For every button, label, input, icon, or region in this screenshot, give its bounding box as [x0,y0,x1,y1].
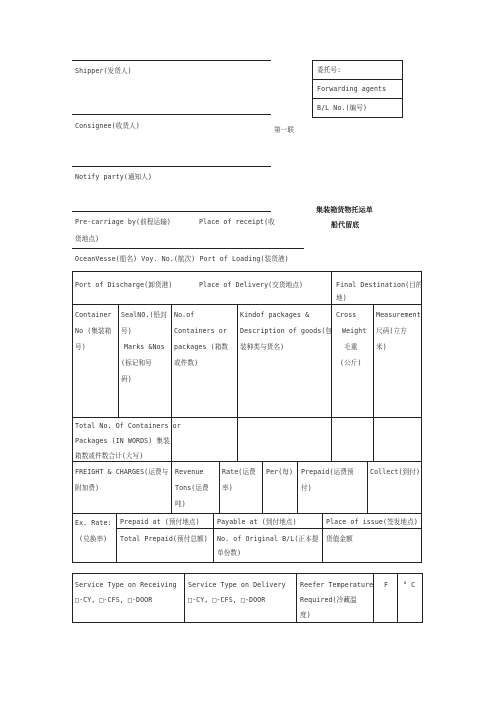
exchange-rate-label-2: (兑换率) [79,535,108,543]
service-divider-4 [397,573,398,623]
service-divider-2 [296,573,297,623]
consignee-top-rule [72,114,271,115]
freight-divider-5 [367,461,368,513]
service-receiving-label: Service Type on Receiving [75,581,177,589]
service-divider-1 [184,573,185,623]
row1-divider-a [331,271,332,304]
exchange-rate-label: Ex. Rate: [75,519,112,527]
table-rule-3 [72,417,422,418]
table-rule-5 [72,513,422,514]
freight-charges-label-2: 附加费) [75,484,100,492]
total-containers-label-3: 箱数或件数合计(大写) [75,452,144,460]
marks-header-3: 码) [121,375,132,383]
col-divider-container [118,304,119,417]
service-receiving-options: □-CY, □-CFS, □-DOOR [75,596,153,604]
place-of-receipt-label: Place of receipt(收 [199,218,275,226]
form-title: 集装箱货物托运单 [316,206,373,214]
total-prepaid-label: Total Prepaid(预付总额) [120,535,208,543]
table-rule-6 [72,562,422,563]
final-destination-label: Final Destination(目的 [336,281,423,289]
gross-weight-header-3: 毛重 [344,343,358,351]
packages-header-4: 或件数) [174,359,199,367]
copy-mark: 第一联 [274,126,295,134]
col-divider-kind [237,304,238,461]
col-divider-packages [171,304,172,461]
prepaid-label: Prepaid(运费预 [301,468,354,476]
service-delivery-label: Service Type on Delivery [188,581,286,589]
precarriage-label-cont: 货地点) [75,235,100,243]
rate-label-2: 率) [222,484,233,492]
exrate-divider-2 [213,513,214,562]
form-subtitle: 船代留底 [331,221,360,229]
agent-box-divider-1 [312,79,402,80]
freight-divider-2 [219,461,220,513]
consignor-number-label: 委托号: [317,66,342,74]
per-label: Per(每) [266,468,294,476]
container-no-header: Container [75,311,112,319]
revenue-tons-label: Revenue [175,468,204,476]
table-rule-2 [72,304,422,305]
container-no-header-2: No (集装箱 [75,327,112,335]
gross-weight-header: Cross [336,311,357,319]
forwarding-agents-label: Forwarding agents [317,85,387,93]
freight-divider-4 [297,461,298,513]
shipper-top-rule [72,60,271,61]
packages-header-3: packages (箱数 [174,343,229,351]
reefer-temperature-label-3: 度) [300,611,311,619]
table-right-edge [421,271,422,563]
prepaid-at-label: Prepaid at (预付地点) [120,518,200,526]
measurement-header: Measurement [376,311,421,319]
original-bl-label-2: 单份数) [217,549,242,557]
reefer-temperature-label-2: Required(冷藏温 [300,596,357,604]
exrate-divider-3 [322,513,323,562]
place-of-delivery-label: Place of Delivery(交货地点) [199,281,304,289]
consignee-label: Consignee(收货人) [75,122,140,130]
service-delivery-options: □-CY, □-CFS, □-DOOR [188,596,266,604]
precarriage-label: Pre-carriage by(前程运输) [75,218,171,226]
place-of-issue-label: Place of issue(签发地点) [326,518,418,526]
container-no-header-3: 号) [75,343,86,351]
marks-header-2: (标记和号 [121,359,152,367]
freight-divider-3 [262,461,263,513]
packages-header: No.of [174,311,195,319]
shipper-label: Shipper(发货人) [75,67,132,75]
col-divider-measure [373,304,374,461]
gross-weight-header-2: Weight [342,327,367,335]
freight-divider-1 [171,461,172,513]
gross-weight-header-4: (公斤) [340,359,362,367]
packages-header-2: Containers or [174,327,227,335]
rate-label: Rate(运费 [222,468,256,476]
payable-at-label: Payable at (到付地点) [217,518,297,526]
seal-no-header-2: 号) [121,327,132,335]
reefer-temperature-label: Reefer Temperature [300,581,374,589]
port-of-discharge-label: Port of Discharge(卸货港) [75,281,173,289]
marks-header: Marks &Nos [124,343,165,351]
precarriage-top-rule [72,211,271,212]
freight-charges-label: FREIGHT & CHARGES(运费与 [75,468,169,476]
agent-box-divider-2 [312,98,402,99]
celsius-label: ° C [403,581,416,589]
final-destination-label-cont: 地) [336,294,347,302]
kind-of-packages-header-2: Description of goods(包 [240,327,333,335]
table-left-edge [72,271,73,563]
kind-of-packages-header: Kindof packages & [240,311,310,319]
vessel-voyage-loading-label: OceanVesse(船名) Voy. No.(航次) Port of Loading(装货港) [75,255,289,263]
prepaid-label-2: 付) [301,484,312,492]
total-containers-label: Total No. Of Containers or [75,422,181,430]
fahrenheit-label: F [384,581,389,589]
revenue-tons-label-2: Tons(运费 [175,484,209,492]
total-containers-label-2: Packages (IN WORDS) 集装 [75,437,170,445]
original-bl-label: No. of Original B/L(正本提 [217,535,319,543]
notify-label: Notify party(通知人) [75,173,153,181]
cargo-value-label: 货值金额 [326,535,353,543]
measurement-header-2: 尺码(立方 [376,327,407,335]
revenue-tons-label-3: 吨) [175,500,186,508]
vessel-top-rule [72,248,304,249]
bl-number-label: B/L No.(编号) [317,104,368,112]
notify-top-rule [72,166,271,167]
collect-label: Collect(到付) [370,468,421,476]
kind-of-packages-header-3: 装种类与货名) [240,343,285,351]
measurement-header-3: 米) [376,343,387,351]
table-rule-1 [72,271,422,272]
exrate-divider-1 [116,513,117,562]
seal-no-header: SealNO.(铅封 [121,311,167,319]
